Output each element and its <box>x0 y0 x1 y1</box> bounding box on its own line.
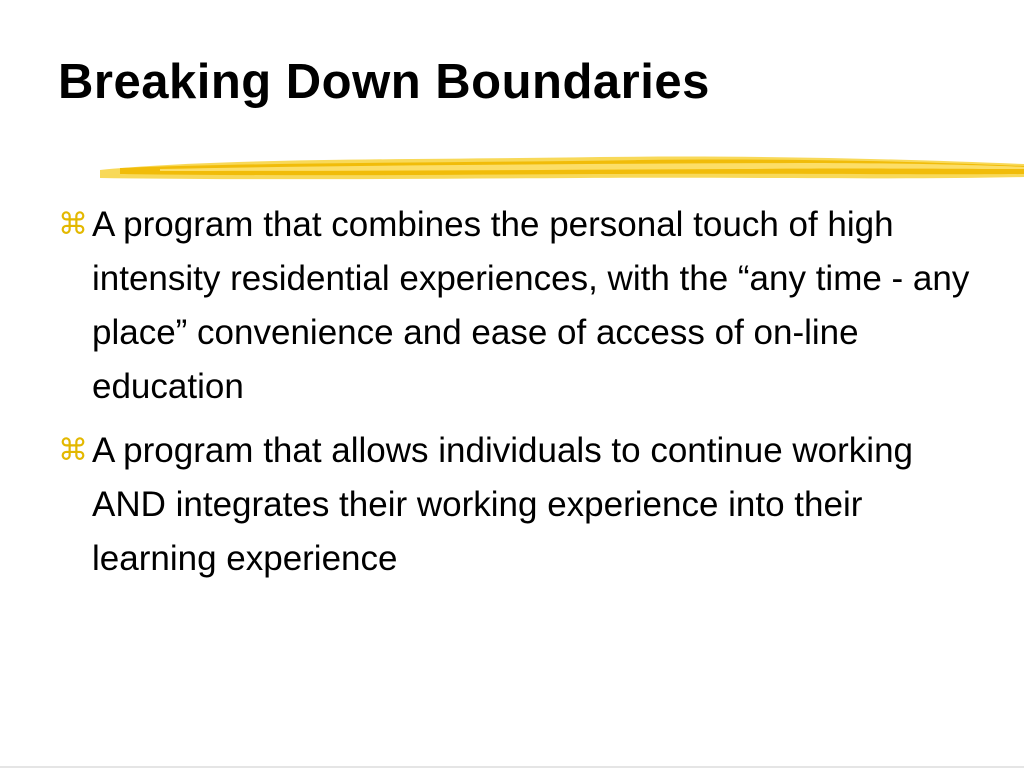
command-key-icon: ⌘ <box>58 207 88 242</box>
bullet-text: A program that combines the personal touch of high intensity residential experiences, with the “any time - any place” convenience and ease of access of on-line education <box>92 205 970 406</box>
highlighter-underline <box>100 150 1024 190</box>
bullet-item <box>58 424 988 586</box>
bullet-text: A program that allows individuals to continue working AND integrates their working experience into their learning experience <box>92 431 913 578</box>
bullet-item <box>58 198 988 414</box>
slide-title: Breaking Down Boundaries <box>58 55 710 109</box>
bullet-list <box>58 198 988 596</box>
command-key-icon: ⌘ <box>58 433 88 468</box>
